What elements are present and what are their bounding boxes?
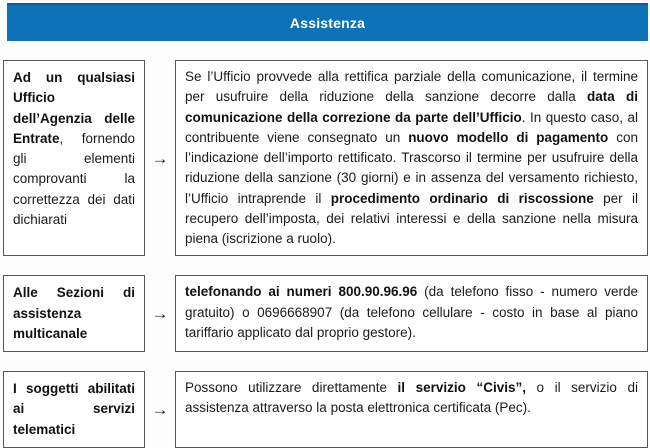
arrow-cell <box>145 60 175 256</box>
right-arrow-icon: → <box>151 304 169 324</box>
channel-description-box: Se l’Ufficio provvede alla rettifica parziale della comunicazione, il termine per usufruire della riduzione della sanzione decorre dalla data di comunicazione della correzione da parte dell’Ufficio. In questo caso, al contribuente viene consegnato un nuovo modello di pagamento con l’indicazione dell’importo rettificato. Trascorso il termine per usufruire della riduzione della sanzione (30 giorni) e in assenza del versamento richiesto, l’Ufficio intraprende il procedimento ordinario di riscossione per il recupero dell’imposta, dei relativi interessi e della sanzione nella misura piena (iscrizione a ruolo). <box>175 60 648 256</box>
assistance-row-multichannel <box>3 275 648 352</box>
channel-label-box: I soggetti abilitati ai servizi telematici <box>3 371 145 448</box>
channel-description-box: telefonando ai numeri 800.90.96.96 (da telefono fisso - numero verde gratuito) o 0696668907 (da telefono cellulare - costo in base al piano tariffario applicato dal proprio gestore). <box>175 275 648 352</box>
channel-label-box: Ad un qualsiasi Ufficio dell’Agenzia delle Entrate, fornendo gli elementi comprovanti la correttezza dei dati dichiarati <box>3 60 145 256</box>
section-title: Assistenza <box>289 15 366 31</box>
channel-label-box: Alle Sezioni di assistenza multicanale <box>3 275 145 352</box>
section-header-bar <box>7 3 648 41</box>
right-arrow-icon: → <box>151 399 169 419</box>
right-arrow-icon: → <box>151 148 169 168</box>
assistance-row-office <box>3 60 648 256</box>
assistance-row-telematic <box>3 371 648 448</box>
channel-description-box: Possono utilizzare direttamente il servizio “Civis”, o il servizio di assistenza attraverso la posta elettronica certificata (Pec). <box>175 371 648 448</box>
arrow-cell <box>145 371 175 448</box>
arrow-cell <box>145 275 175 352</box>
